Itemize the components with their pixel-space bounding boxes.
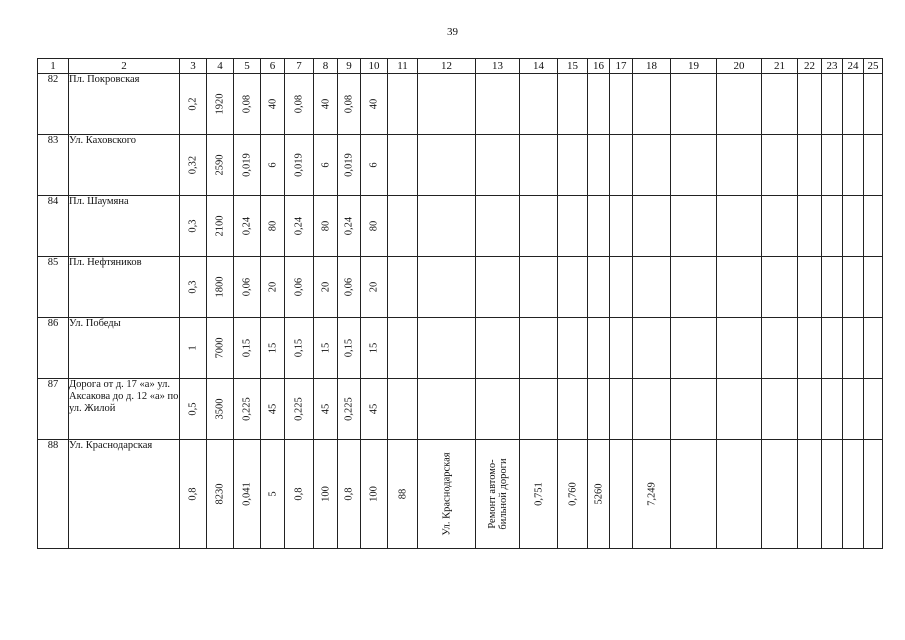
cell-value: 0,019 bbox=[241, 153, 253, 177]
cell-col-3 bbox=[180, 135, 207, 196]
cell-col-18 bbox=[633, 196, 671, 257]
cell-value: 0,3 bbox=[187, 280, 199, 294]
cell-col-24 bbox=[843, 318, 864, 379]
table-row bbox=[38, 379, 883, 440]
cell-col-8 bbox=[314, 379, 338, 440]
cell-col-15 bbox=[558, 440, 588, 549]
cell-col-22 bbox=[798, 74, 822, 135]
cell-value: 100 bbox=[368, 486, 380, 502]
cell-col-6 bbox=[261, 318, 285, 379]
row-number: 86 bbox=[38, 318, 69, 379]
column-header: 12 bbox=[418, 59, 476, 74]
cell-col-22 bbox=[798, 135, 822, 196]
cell-col-14 bbox=[520, 74, 558, 135]
cell-col-20 bbox=[717, 196, 762, 257]
column-header: 9 bbox=[338, 59, 361, 74]
cell-col-23 bbox=[822, 74, 843, 135]
cell-col-10 bbox=[361, 74, 388, 135]
table-row bbox=[38, 440, 883, 549]
cell-col-16 bbox=[588, 196, 610, 257]
cell-value: Ремонт автомо- бильной дороги bbox=[486, 458, 509, 530]
cell-col-4 bbox=[207, 440, 234, 549]
cell-value: 0,24 bbox=[343, 216, 355, 236]
column-header: 24 bbox=[843, 59, 864, 74]
cell-value: 0,8 bbox=[187, 487, 199, 501]
cell-col-18 bbox=[633, 440, 671, 549]
cell-value: 0,06 bbox=[293, 277, 305, 297]
cell-col-8 bbox=[314, 440, 338, 549]
cell-value: 7,249 bbox=[646, 482, 657, 506]
cell-value: 0,760 bbox=[567, 482, 578, 506]
cell-col-25 bbox=[864, 318, 883, 379]
column-header: 16 bbox=[588, 59, 610, 74]
cell-value: 80 bbox=[320, 220, 331, 232]
column-header: 1 bbox=[38, 59, 69, 74]
cell-col-20 bbox=[717, 135, 762, 196]
cell-value: 0,08 bbox=[241, 94, 253, 114]
cell-col-17 bbox=[610, 257, 633, 318]
cell-col-18 bbox=[633, 74, 671, 135]
column-header: 22 bbox=[798, 59, 822, 74]
cell-col-25 bbox=[864, 257, 883, 318]
row-number: 87 bbox=[38, 379, 69, 440]
cell-col-5 bbox=[234, 74, 261, 135]
cell-col-20 bbox=[717, 257, 762, 318]
cell-col-25 bbox=[864, 196, 883, 257]
cell-value: 20 bbox=[320, 281, 331, 293]
cell-col-17 bbox=[610, 318, 633, 379]
column-header: 20 bbox=[717, 59, 762, 74]
cell-col-13 bbox=[476, 318, 520, 379]
cell-col-13 bbox=[476, 135, 520, 196]
column-header: 2 bbox=[69, 59, 180, 74]
cell-col-23 bbox=[822, 440, 843, 549]
cell-value: 0,041 bbox=[241, 482, 253, 506]
cell-col-8 bbox=[314, 135, 338, 196]
cell-col-10 bbox=[361, 318, 388, 379]
cell-value: 0,06 bbox=[241, 277, 253, 297]
cell-value: 15 bbox=[368, 342, 380, 354]
cell-col-4 bbox=[207, 74, 234, 135]
cell-col-3 bbox=[180, 379, 207, 440]
cell-col-12 bbox=[418, 379, 476, 440]
cell-col-14 bbox=[520, 318, 558, 379]
cell-value: 1 bbox=[187, 345, 199, 351]
cell-col-3 bbox=[180, 318, 207, 379]
cell-col-16 bbox=[588, 440, 610, 549]
cell-value: 5 bbox=[267, 491, 278, 497]
cell-col-11 bbox=[388, 74, 418, 135]
cell-col-7 bbox=[285, 257, 314, 318]
cell-value: 40 bbox=[368, 98, 380, 110]
cell-col-11 bbox=[388, 257, 418, 318]
cell-value: 0,5 bbox=[187, 402, 199, 416]
cell-col-22 bbox=[798, 318, 822, 379]
table-row bbox=[38, 135, 883, 196]
table-row bbox=[38, 318, 883, 379]
cell-col-15 bbox=[558, 135, 588, 196]
cell-col-24 bbox=[843, 440, 864, 549]
column-header: 18 bbox=[633, 59, 671, 74]
cell-col-6 bbox=[261, 257, 285, 318]
cell-col-20 bbox=[717, 440, 762, 549]
cell-col-17 bbox=[610, 440, 633, 549]
cell-value: 0,225 bbox=[241, 397, 253, 421]
cell-col-24 bbox=[843, 257, 864, 318]
column-header: 14 bbox=[520, 59, 558, 74]
table-row bbox=[38, 74, 883, 135]
cell-col-20 bbox=[717, 379, 762, 440]
cell-col-16 bbox=[588, 74, 610, 135]
cell-col-7 bbox=[285, 135, 314, 196]
cell-value: 0,06 bbox=[343, 277, 355, 297]
cell-col-15 bbox=[558, 257, 588, 318]
cell-value: 0,751 bbox=[533, 482, 544, 506]
cell-col-16 bbox=[588, 318, 610, 379]
cell-col-14 bbox=[520, 257, 558, 318]
cell-col-19 bbox=[671, 318, 717, 379]
cell-col-22 bbox=[798, 196, 822, 257]
cell-value: 80 bbox=[368, 220, 380, 232]
cell-col-15 bbox=[558, 318, 588, 379]
cell-col-19 bbox=[671, 379, 717, 440]
object-name: Пл. Шаумяна bbox=[69, 196, 180, 257]
cell-col-8 bbox=[314, 196, 338, 257]
cell-col-5 bbox=[234, 257, 261, 318]
cell-value: 88 bbox=[397, 488, 408, 500]
cell-col-14 bbox=[520, 440, 558, 549]
row-number: 88 bbox=[38, 440, 69, 549]
cell-col-9 bbox=[338, 379, 361, 440]
cell-col-11 bbox=[388, 135, 418, 196]
column-header: 15 bbox=[558, 59, 588, 74]
cell-col-12 bbox=[418, 440, 476, 549]
cell-value: 0,08 bbox=[293, 94, 305, 114]
cell-col-16 bbox=[588, 379, 610, 440]
cell-col-21 bbox=[762, 74, 798, 135]
cell-col-6 bbox=[261, 74, 285, 135]
column-header: 19 bbox=[671, 59, 717, 74]
cell-col-9 bbox=[338, 135, 361, 196]
cell-col-5 bbox=[234, 318, 261, 379]
cell-col-19 bbox=[671, 135, 717, 196]
row-number: 84 bbox=[38, 196, 69, 257]
cell-col-5 bbox=[234, 379, 261, 440]
cell-col-21 bbox=[762, 440, 798, 549]
cell-col-12 bbox=[418, 318, 476, 379]
cell-col-11 bbox=[388, 196, 418, 257]
cell-value: 45 bbox=[320, 403, 331, 415]
cell-col-12 bbox=[418, 196, 476, 257]
cell-col-6 bbox=[261, 135, 285, 196]
cell-col-9 bbox=[338, 440, 361, 549]
cell-col-3 bbox=[180, 196, 207, 257]
cell-col-17 bbox=[610, 74, 633, 135]
cell-value: 5260 bbox=[593, 483, 604, 505]
cell-col-15 bbox=[558, 196, 588, 257]
cell-col-25 bbox=[864, 379, 883, 440]
cell-col-20 bbox=[717, 74, 762, 135]
cell-col-17 bbox=[610, 379, 633, 440]
cell-col-4 bbox=[207, 135, 234, 196]
header-row bbox=[38, 59, 883, 74]
cell-value: 0,2 bbox=[187, 97, 199, 111]
cell-col-9 bbox=[338, 74, 361, 135]
object-name: Дорога от д. 17 «а» ул. Аксакова до д. 12 «а» по ул. Жилой bbox=[69, 379, 180, 440]
cell-value: Ул. Краснодарская bbox=[441, 452, 452, 536]
cell-col-7 bbox=[285, 196, 314, 257]
cell-col-7 bbox=[285, 74, 314, 135]
cell-col-15 bbox=[558, 74, 588, 135]
cell-col-8 bbox=[314, 257, 338, 318]
cell-value: 0,3 bbox=[187, 219, 199, 233]
column-header: 6 bbox=[261, 59, 285, 74]
cell-col-5 bbox=[234, 440, 261, 549]
cell-col-24 bbox=[843, 135, 864, 196]
column-header: 13 bbox=[476, 59, 520, 74]
cell-col-22 bbox=[798, 379, 822, 440]
cell-col-25 bbox=[864, 135, 883, 196]
cell-col-13 bbox=[476, 440, 520, 549]
cell-col-18 bbox=[633, 318, 671, 379]
cell-col-6 bbox=[261, 440, 285, 549]
cell-col-5 bbox=[234, 135, 261, 196]
cell-col-19 bbox=[671, 440, 717, 549]
cell-col-21 bbox=[762, 318, 798, 379]
cell-value: 0,32 bbox=[187, 155, 199, 175]
cell-value: 80 bbox=[267, 220, 278, 232]
cell-value: 40 bbox=[320, 98, 331, 110]
cell-col-13 bbox=[476, 379, 520, 440]
object-name: Пл. Нефтяников bbox=[69, 257, 180, 318]
cell-col-9 bbox=[338, 257, 361, 318]
cell-value: 2100 bbox=[214, 215, 226, 237]
cell-col-4 bbox=[207, 379, 234, 440]
cell-col-19 bbox=[671, 74, 717, 135]
cell-value: 45 bbox=[368, 403, 380, 415]
cell-col-11 bbox=[388, 440, 418, 549]
cell-col-23 bbox=[822, 257, 843, 318]
cell-value: 0,24 bbox=[241, 216, 253, 236]
cell-value: 7000 bbox=[214, 337, 226, 359]
cell-value: 1800 bbox=[214, 276, 226, 298]
column-header: 17 bbox=[610, 59, 633, 74]
cell-col-18 bbox=[633, 379, 671, 440]
cell-col-10 bbox=[361, 440, 388, 549]
cell-col-5 bbox=[234, 196, 261, 257]
column-header: 10 bbox=[361, 59, 388, 74]
cell-col-17 bbox=[610, 135, 633, 196]
row-number: 82 bbox=[38, 74, 69, 135]
column-header: 11 bbox=[388, 59, 418, 74]
cell-col-23 bbox=[822, 318, 843, 379]
cell-col-17 bbox=[610, 196, 633, 257]
row-number: 83 bbox=[38, 135, 69, 196]
cell-col-25 bbox=[864, 74, 883, 135]
cell-col-14 bbox=[520, 135, 558, 196]
cell-col-20 bbox=[717, 318, 762, 379]
cell-col-12 bbox=[418, 257, 476, 318]
cell-value: 1920 bbox=[214, 93, 226, 115]
cell-col-4 bbox=[207, 257, 234, 318]
cell-col-22 bbox=[798, 440, 822, 549]
cell-value: 45 bbox=[267, 403, 278, 415]
cell-col-3 bbox=[180, 440, 207, 549]
cell-col-4 bbox=[207, 196, 234, 257]
cell-col-11 bbox=[388, 318, 418, 379]
cell-col-8 bbox=[314, 318, 338, 379]
cell-col-23 bbox=[822, 196, 843, 257]
cell-col-22 bbox=[798, 257, 822, 318]
column-header: 8 bbox=[314, 59, 338, 74]
cell-col-12 bbox=[418, 135, 476, 196]
cell-col-21 bbox=[762, 257, 798, 318]
cell-value: 20 bbox=[267, 281, 278, 293]
object-name: Ул. Краснодарская bbox=[69, 440, 180, 549]
cell-col-24 bbox=[843, 379, 864, 440]
cell-col-23 bbox=[822, 135, 843, 196]
cell-col-18 bbox=[633, 135, 671, 196]
cell-value: 15 bbox=[320, 342, 331, 354]
cell-col-23 bbox=[822, 379, 843, 440]
cell-value: 0,225 bbox=[293, 397, 305, 421]
cell-col-6 bbox=[261, 196, 285, 257]
cell-value: 15 bbox=[267, 342, 278, 354]
object-name: Ул. Победы bbox=[69, 318, 180, 379]
table-row bbox=[38, 257, 883, 318]
cell-col-19 bbox=[671, 257, 717, 318]
cell-col-10 bbox=[361, 379, 388, 440]
cell-col-13 bbox=[476, 196, 520, 257]
cell-value: 0,8 bbox=[293, 487, 305, 501]
cell-col-13 bbox=[476, 257, 520, 318]
column-header: 3 bbox=[180, 59, 207, 74]
column-header: 4 bbox=[207, 59, 234, 74]
cell-col-10 bbox=[361, 196, 388, 257]
cell-value: 3500 bbox=[214, 398, 226, 420]
cell-value: 0,15 bbox=[343, 338, 355, 358]
column-header: 25 bbox=[864, 59, 883, 74]
cell-value: 100 bbox=[320, 486, 331, 502]
cell-value: 0,15 bbox=[241, 338, 253, 358]
table-row bbox=[38, 196, 883, 257]
cell-col-25 bbox=[864, 440, 883, 549]
object-name: Ул. Каховского bbox=[69, 135, 180, 196]
cell-col-16 bbox=[588, 135, 610, 196]
cell-col-11 bbox=[388, 379, 418, 440]
cell-col-10 bbox=[361, 135, 388, 196]
cell-col-19 bbox=[671, 196, 717, 257]
cell-value: 20 bbox=[368, 281, 380, 293]
cell-col-4 bbox=[207, 318, 234, 379]
object-name: Пл. Покровская bbox=[69, 74, 180, 135]
cell-col-24 bbox=[843, 74, 864, 135]
cell-col-14 bbox=[520, 196, 558, 257]
cell-col-3 bbox=[180, 74, 207, 135]
cell-col-12 bbox=[418, 74, 476, 135]
cell-value: 6 bbox=[368, 162, 380, 168]
cell-col-21 bbox=[762, 135, 798, 196]
cell-value: 0,225 bbox=[343, 397, 355, 421]
cell-col-21 bbox=[762, 379, 798, 440]
column-header: 7 bbox=[285, 59, 314, 74]
cell-col-9 bbox=[338, 196, 361, 257]
column-header: 5 bbox=[234, 59, 261, 74]
cell-value: 8230 bbox=[214, 483, 226, 505]
cell-col-14 bbox=[520, 379, 558, 440]
cell-value: 40 bbox=[267, 98, 278, 110]
column-header: 21 bbox=[762, 59, 798, 74]
cell-col-7 bbox=[285, 440, 314, 549]
column-header: 23 bbox=[822, 59, 843, 74]
cell-value: 2590 bbox=[214, 154, 226, 176]
data-table bbox=[37, 58, 883, 549]
cell-col-18 bbox=[633, 257, 671, 318]
cell-col-6 bbox=[261, 379, 285, 440]
cell-col-3 bbox=[180, 257, 207, 318]
cell-value: 0,24 bbox=[293, 216, 305, 236]
cell-value: 0,019 bbox=[343, 153, 355, 177]
page-number: 39 bbox=[447, 26, 458, 38]
cell-col-9 bbox=[338, 318, 361, 379]
cell-col-7 bbox=[285, 318, 314, 379]
cell-value: 0,15 bbox=[293, 338, 305, 358]
cell-value: 6 bbox=[267, 162, 278, 168]
cell-col-21 bbox=[762, 196, 798, 257]
cell-value: 0,08 bbox=[343, 94, 355, 114]
cell-col-10 bbox=[361, 257, 388, 318]
cell-value: 0,019 bbox=[293, 153, 305, 177]
row-number: 85 bbox=[38, 257, 69, 318]
cell-col-16 bbox=[588, 257, 610, 318]
cell-col-7 bbox=[285, 379, 314, 440]
cell-value: 6 bbox=[320, 162, 331, 168]
cell-col-8 bbox=[314, 74, 338, 135]
cell-value: 0,8 bbox=[343, 487, 355, 501]
cell-col-15 bbox=[558, 379, 588, 440]
cell-col-24 bbox=[843, 196, 864, 257]
cell-col-13 bbox=[476, 74, 520, 135]
